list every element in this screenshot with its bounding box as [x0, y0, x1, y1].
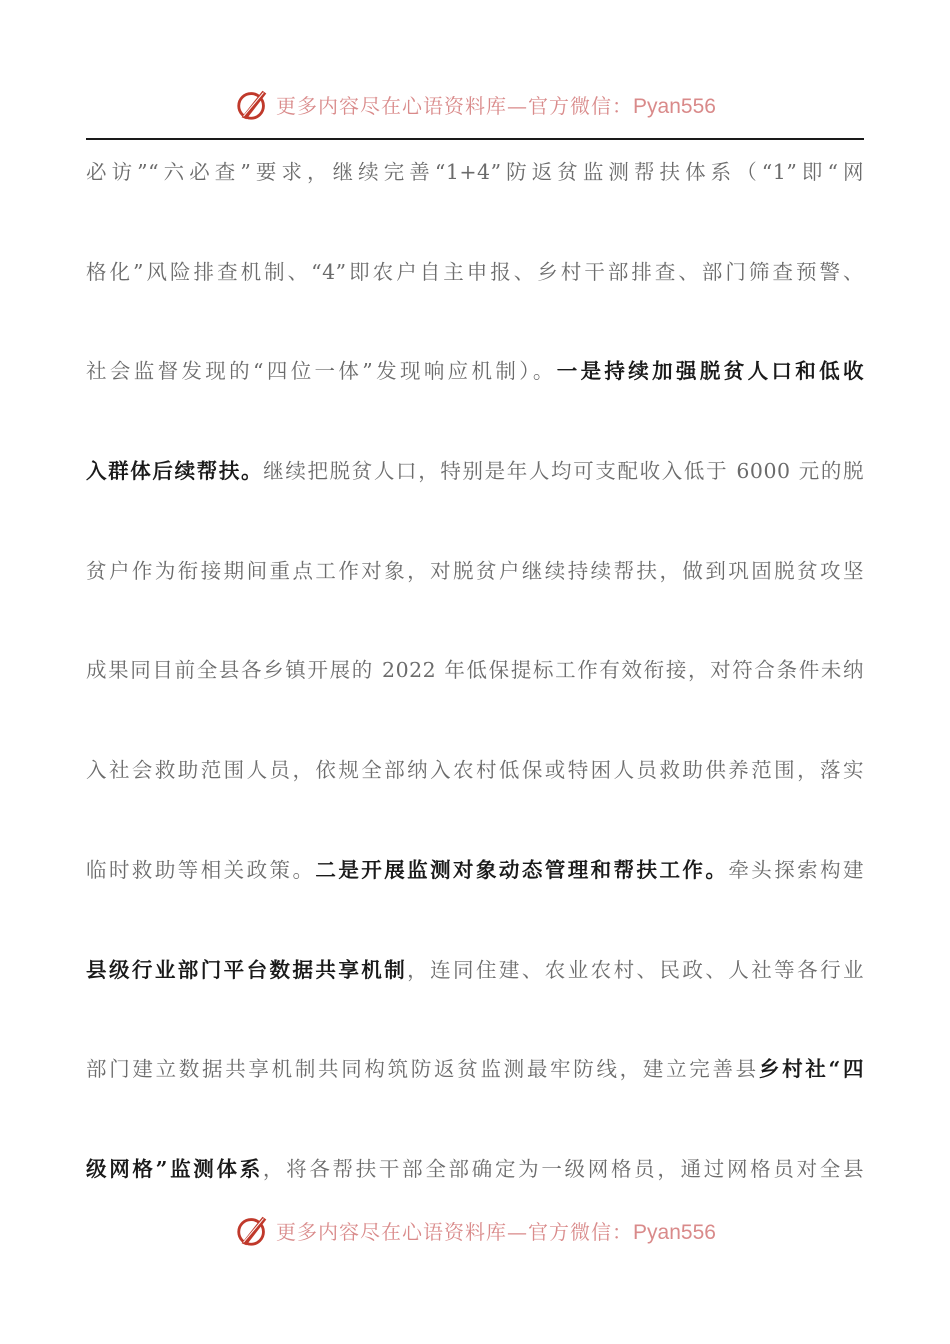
text-segment: 贫户作为衔接期间重点工作对象，对脱贫户继续持续帮扶，做到巩固脱贫攻坚	[86, 558, 864, 583]
quill-pen-logo-icon	[234, 1211, 272, 1249]
bold-text-segment: 县级行业部门平台数据共享机制	[86, 957, 408, 982]
text-line	[86, 347, 864, 447]
text-segment: 入社会救助范围人员，依规全部纳入农村低保或特困人员救助供养范围，落实	[86, 758, 864, 783]
bold-text-segment: 一是持续加强脱贫人口和低收	[556, 359, 865, 384]
text-segment: ，将各帮扶干部全部确定为一级网格员，通过网格员对全县	[262, 1156, 864, 1181]
header-divider	[86, 138, 864, 140]
footer-banner	[0, 1208, 950, 1252]
text-segment: 临时救助等相关政策。	[86, 857, 316, 882]
header-banner	[0, 82, 950, 126]
text-segment: 继续把脱贫人口，特别是年人均可支配收入低于 6000 元的脱	[263, 459, 865, 484]
bold-text-segment: 乡村社“四	[758, 1057, 864, 1082]
bold-text-segment: 级网格”监测体系	[86, 1156, 263, 1181]
text-segment: ，连同住建、农业农村、民政、人社等各行业	[407, 957, 865, 982]
text-line	[86, 547, 864, 647]
text-line	[86, 1045, 864, 1145]
text-line	[86, 646, 864, 746]
text-segment: 格化”风险排查机制、“4”即农户自主申报、乡村干部排查、部门筛查预警、	[86, 259, 864, 284]
text-line	[86, 148, 864, 248]
text-line	[86, 846, 864, 946]
text-segment: 必访”“六必查”要求，继续完善“1+4”防返贫监测帮扶体系（“1”即“网	[86, 160, 864, 184]
text-line	[86, 946, 864, 1046]
footer-wechat-id: Pyan556	[633, 1220, 716, 1244]
quill-pen-logo-icon	[234, 85, 272, 123]
body-paragraph	[86, 148, 864, 1245]
text-segment: 部门建立数据共享机制共同构筑防返贫监测最牢防线，建立完善县	[86, 1057, 759, 1082]
text-segment: 成果同目前全县各乡镇开展的 2022 年低保提标工作有效衔接，对符合条件未纳	[86, 658, 864, 683]
text-segment: 牵头探索构建	[728, 857, 865, 882]
text-line	[86, 248, 864, 348]
bold-text-segment: 入群体后续帮扶。	[86, 459, 264, 484]
text-line	[86, 746, 864, 846]
header-wechat-id: Pyan556	[633, 94, 716, 118]
text-segment: 社会监督发现的“四位一体”发现响应机制）。	[86, 359, 557, 384]
bold-text-segment: 二是开展监测对象动态管理和帮扶工作。	[315, 857, 729, 882]
text-line	[86, 447, 864, 547]
footer-banner-text: 更多内容尽在心语资料库—官方微信：Pyan556	[276, 1219, 716, 1244]
header-banner-text: 更多内容尽在心语资料库—官方微信：Pyan556	[276, 93, 716, 118]
